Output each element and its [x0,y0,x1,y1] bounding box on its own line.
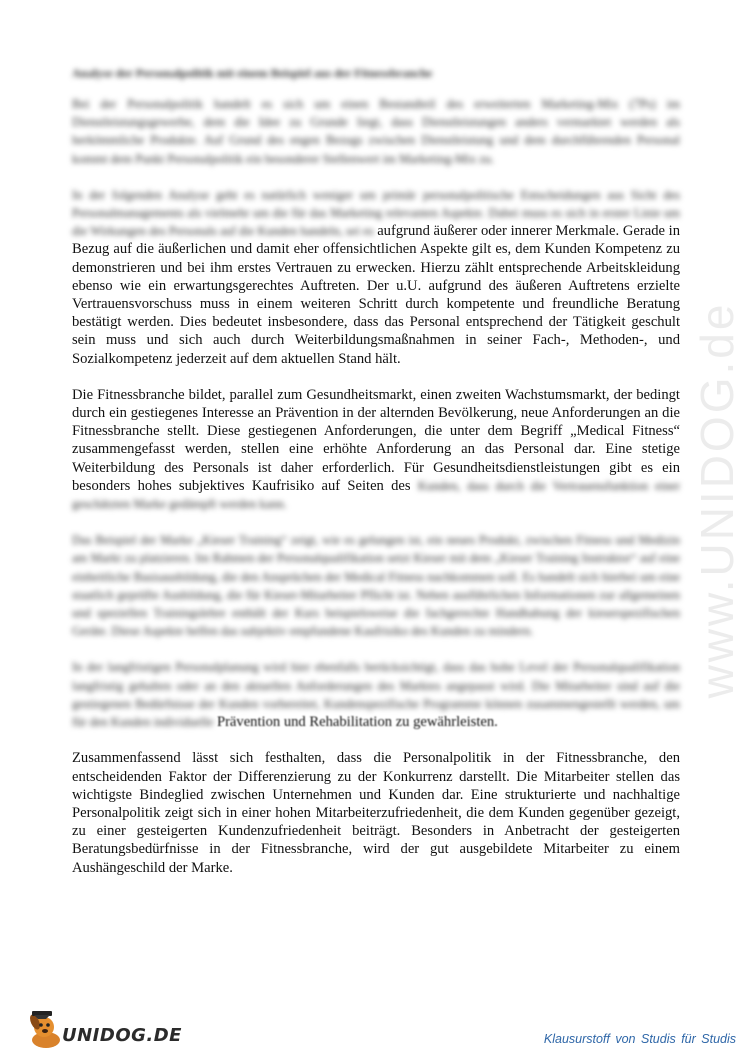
fitness-visible-text: Die Fitnessbranche bildet, parallel zum Gesundheitsmarkt, einen zweiten Wachstumsmarkt, der bedingt durch ein gestiegenes Interesse an Prävention in der alternden Bevölkerung, neue Anforderungen an die Fitnessbranche stellt. Diese gestiegenen Anforderungen, die unter dem Begriff „Medical Fitness“ zusammengefasst werden, stellen eine erhöhte Anforderung an das Personal dar. Eine stetige Weiterbildung des Personals ist daher erforderlich. Für Gesundheitsdienstleistungen gibt es ein besonders hohes subjektives Kaufrisiko auf Seiten des [72,386,680,494]
fitness-blurred-text: Kunden, dass durch die Vertrauensfunktion einer geschätzten Marke gedämpft werden kann. [72,478,680,512]
logo-text: UNIDOG.DE [62,1024,182,1046]
analysis-visible-text: aufgrund äußerer oder innerer Merkmale. Gerade in Bezug auf die äußerlichen und damit eher offensichtlichen Aspekte gilt es, dem Kunden Kompetenz zu demonstrieren und bei ihm erstes Vertrauen zu erwecken. Hierzu zählt entsprechende Arbeitskleidung ebenso wie ein erwartungsgerechtes Auftreten. Der u.U. aufgrund des äußeren Auftretens erzielte Vertrauensvorschuss muss in einem weiteren Schritt durch kompetente und freundliche Beratung bestätigt werden. Dies bedeutet insbesondere, dass das Personal entsprechend der Tätigkeit geschult sein muss und sich auch durch Weiterbildungsmaßnahmen in seiner Fach-, Methoden-, und Sozialkompetenz jederzeit auf dem aktuellen Stand hält. [72,223,681,367]
paragraph-summary: Zusammenfassend lässt sich festhalten, dass die Personalpolitik in der Fitnessbranche, den entscheidenden Faktor der Differenzierung zu der Konkurrenz darstellt. Die Mitarbeiter stellen das wichtigste Bindeglied zwischen Unternehmen und Kunden dar. Eine strukturierte und nachhaltige Personalpolitik zeigt sich in einer hohen Mitarbeiterzufriedenheit, die dem Kunden gegenüber gezeigt, zu einer gesteigerten Kundenzufriedenheit beiträgt. Besonders in Anbetracht der gesteigerten Beratungsbedürfnisse in der Fitnessbranche, wird der gut ausgebildete Mitarbeiter zu einem Aushängeschild der Marke. [72,750,680,876]
planning-blurred-text: In der langfristigen Personalplanung wird hier ebenfalls berücksichtigt, dass das hohe Level der Personalqualifikation langfristig gehalten oder an den aktuellen Anforderungen des Marktes angepasst wird. Die Mitarbeiter sind auf die gestiegenen Bedürfnisse der Kunden vorbereitet, Kundenspezifische Programme können zusammengestellt werden, um für den Kunden individuelle [72,660,680,730]
paragraph-planning [72,658,680,731]
unidog-logo[interactable] [24,1010,182,1050]
dog-icon [24,1010,66,1050]
analysis-blurred-text: In der folgenden Analyse geht es natürlich weniger um primär personalpolitische Entscheidungen aus Sicht des Personalmanagements als vielmehr um die für das Marketing relevanten Aspekte. Dabei muss es sich in erster Linie um die Wirkungen des Personals auf die Kunden handeln, sei es [72,187,680,239]
watermark [692,270,742,730]
footer-tagline: Klausurstoff von Studis für Studis [543,1032,736,1046]
document-page [72,66,680,877]
paragraph-kieser: Das Beispiel der Marke „Kieser Training“ zeigt, wie es gelungen ist, ein neues Produkt, zwischen Fitness und Medizin am Markt zu platzieren. Im Rahmen der Personalqualifikation setzt Kieser mit dem „Kieser Training Instruktor“ auf eine einheitliche Basisausbildung, die den Ansprüchen der Medical Fitness nachkommen soll. Es handelt sich hierbei um eine staatlich geprüfte Ausbildung, die für Kieser-Mitarbeiter Pflicht ist. Neben ausführlichen Informationen zur allgemeinen und speziellen Trainingslehre enthält der Kurs beispielsweise die fachgerechte Handhabung der kieserspezifischen Geräte. Diese Aspekte helfen das subjektiv empfundene Kaufrisiko des Kunden zu mindern. [72,533,680,639]
watermark-text: www.UNIDOG.de [691,301,743,699]
paragraph-analysis [72,186,680,368]
paragraph-fitness [72,386,680,513]
document-title: Analyse der Personalpolitik mit einem Beispiel aus der Fitnessbranche [72,66,433,80]
paragraph-intro: Bei der Personalpolitik handelt es sich um einen Bestandteil des erweiterten Marketing-Mix (7Ps) im Dienstleistungsgewerbe, dem die Idee zu Grunde liegt, dass Dienstleistungen anders vermarktet werden als herkömmliche Produkte. Auf Grund des engen Bezugs zwischen Dienstleistung und dem durchführenden Personal kommt dem Punkt Personalpolitik ein besonderer Stellenwert im Marketing-Mix zu. [72,97,680,166]
planning-visible-text: Prävention und Rehabilitation zu gewährleisten. [216,714,498,731]
